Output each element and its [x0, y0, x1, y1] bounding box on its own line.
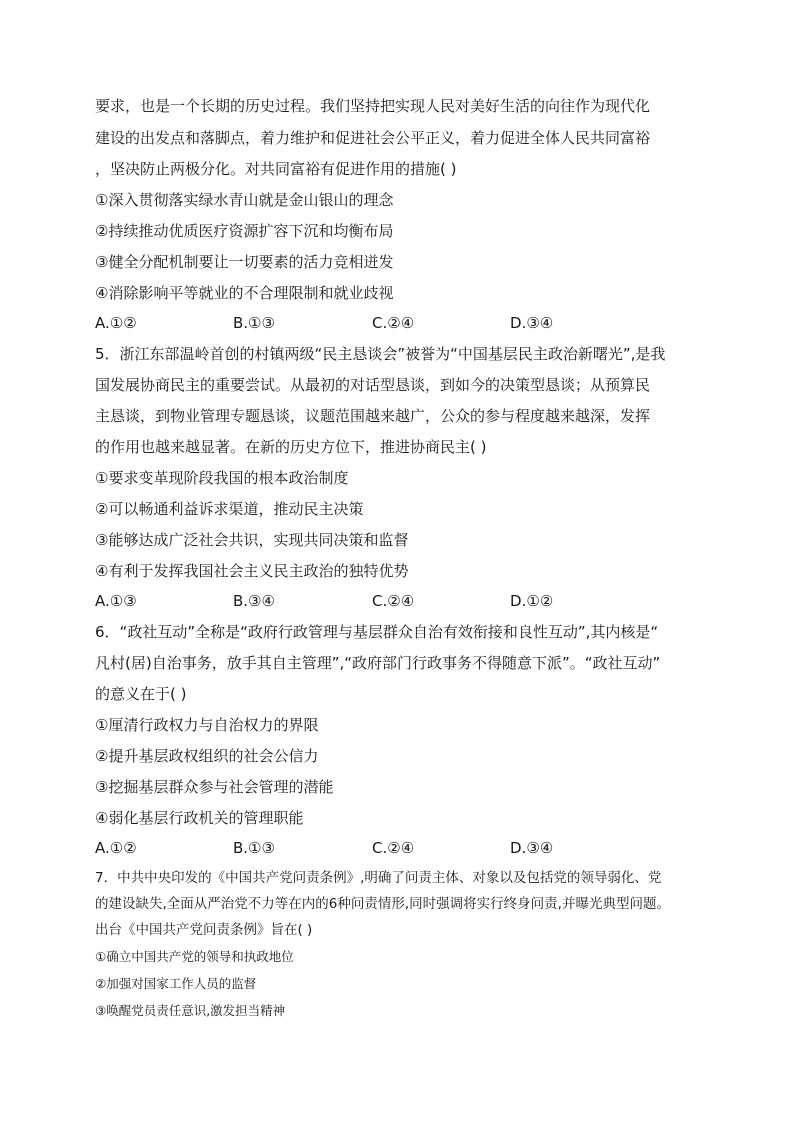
- q5-stem-line-3: 主恳谈，到物业管理专题恳谈，议题范围越来越广，公众的参与程度越来越深，发挥: [95, 407, 651, 425]
- q6-stem-line-2: 凡村(居)自治事务，放手其自主管理”,“政府部门行政事务不得随意下派”。“政社互动”: [95, 654, 661, 672]
- q6-item-2: ②提升基层政权组织的社会公信力: [95, 747, 319, 765]
- q7-item-2: ②加强对国家工作人员的监督: [95, 976, 257, 991]
- q5-item-3: ③能够达成广泛社会共识，实现共同决策和监督: [95, 531, 409, 549]
- q4-stem-line-2: 建设的出发点和落脚点，着力维护和促进社会公平正义，着力促进全体人民共同富裕: [95, 129, 651, 147]
- q4-stem-line-3: ，坚决防止两极分化。对共同富裕有促进作用的措施( ): [95, 160, 457, 178]
- q5-stem-line-2: 国发展协商民主的重要尝试。从最初的对话型恳谈，到如今的决策型恳谈；从预算民: [95, 376, 651, 394]
- q4-option-a: A.①②: [95, 314, 137, 332]
- q6-option-d: D.③④: [510, 839, 554, 857]
- q7-stem-line-3: 出台《中国共产党问责条例》旨在( ): [95, 922, 313, 938]
- q6-option-a: A.①②: [95, 839, 137, 857]
- q6-stem-line-3: 的意义在于( ): [95, 685, 187, 703]
- q4-item-1: ①深入贯彻落实绿水青山就是金山银山的理念: [95, 191, 394, 209]
- q4-item-2: ②持续推动优质医疗资源扩容下沉和均衡布局: [95, 222, 394, 240]
- q6-option-c: C.②④: [372, 839, 415, 857]
- q4-item-3: ③健全分配机制要让一切要素的活力竞相迸发: [95, 253, 394, 271]
- q6-stem-line-1: 6．“政社互动”全称是“政府行政管理与基层群众自治有效衔接和良性互动”,其内核是“: [95, 623, 659, 641]
- q6-item-1: ①厘清行政权力与自治权力的界限: [95, 716, 319, 734]
- q7-item-3: ③唤醒党员责任意识,激发担当精神: [95, 1003, 286, 1018]
- q5-item-4: ④有利于发挥我国社会主义民主政治的独特优势: [95, 562, 409, 580]
- q4-option-d: D.③④: [510, 314, 554, 332]
- q7-item-1: ①确立中国共产党的领导和执政地位: [95, 949, 294, 964]
- q5-option-d: D.①②: [510, 592, 554, 610]
- q5-option-b: B.③④: [233, 592, 275, 610]
- q7-stem-line-1: 7．中共中央印发的《中国共产党问责条例》,明确了问责主体、对象以及包括党的领导弱化、党: [95, 870, 662, 886]
- q5-option-c: C.②④: [372, 592, 415, 610]
- q4-item-4: ④消除影响平等就业的不合理限制和就业歧视: [95, 284, 394, 302]
- q5-stem-line-1: 5．浙江东部温岭首创的村镇两级“民主恳谈会”被誉为“中国基层民主政治新曙光”,是我: [95, 345, 666, 363]
- q4-stem-line-1: 要求，也是一个长期的历史过程。我们坚持把实现人民对美好生活的向往作为现代化: [95, 97, 651, 115]
- q5-item-1: ①要求变革现阶段我国的根本政治制度: [95, 469, 349, 487]
- q6-option-b: B.①③: [233, 839, 275, 857]
- q7-stem-line-2: 的建设缺失,全面从严治党不力等在内的6种问责情形,同时强调将实行终身问责,并曝光典型问题。: [95, 896, 670, 912]
- q5-item-2: ②可以畅通利益诉求渠道，推动民主决策: [95, 500, 364, 518]
- q6-item-4: ④弱化基层行政机关的管理职能: [95, 809, 304, 827]
- q5-option-a: A.①③: [95, 592, 137, 610]
- q4-option-c: C.②④: [372, 314, 415, 332]
- q6-item-3: ③挖掘基层群众参与社会管理的潜能: [95, 778, 334, 796]
- q4-option-b: B.①③: [233, 314, 275, 332]
- q5-stem-line-4: 的作用也越来越显著。在新的历史方位下，推进协商民主( ): [95, 438, 487, 456]
